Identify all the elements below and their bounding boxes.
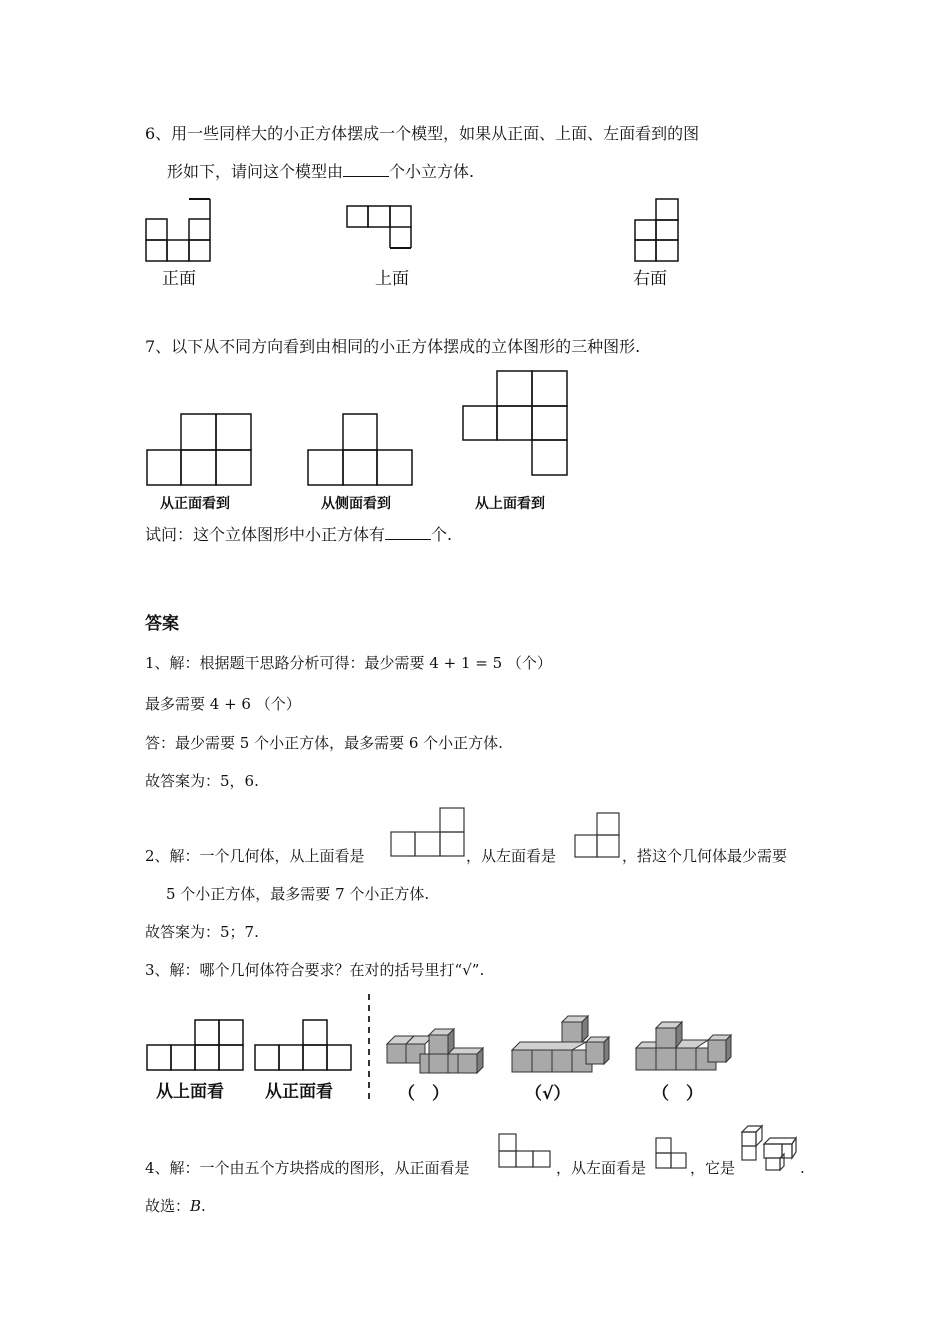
q7-answer-blank	[385, 523, 431, 540]
a1-line2: 最多需要 4 + 6 （个）	[145, 695, 301, 713]
q6-top-view	[346, 205, 416, 251]
a3-paren-3[interactable]: （ ）	[652, 1084, 703, 1104]
q6-line2-pre: 形如下，请问这个模型由	[167, 162, 344, 181]
a4-line2-end: .	[201, 1197, 206, 1215]
q7-label-side: 从侧面看到	[321, 496, 391, 512]
q7-front-view	[146, 413, 254, 487]
q7-side-view	[307, 413, 415, 487]
a3-option1-blocks	[385, 1014, 483, 1076]
q6-front-view	[145, 198, 215, 264]
a3-front-view-figure	[254, 1019, 354, 1073]
q6-line1: 6、用一些同样大的小正方体摆成一个模型，如果从正面、上面、左面看到的图	[145, 124, 700, 143]
a3-paren-2[interactable]: （√）	[525, 1084, 571, 1104]
q6-answer-blank	[343, 160, 389, 177]
a3-option3-blocks	[634, 1018, 734, 1078]
a4-line2	[145, 1196, 206, 1216]
answers-heading: 答案	[145, 614, 179, 634]
a3-option2-blocks	[510, 1014, 610, 1076]
q7-label-top: 从上面看到	[475, 496, 545, 512]
a4-left-view-figure	[655, 1137, 689, 1169]
q7-label-front: 从正面看到	[160, 496, 230, 512]
a4-post: ，它是	[690, 1159, 736, 1177]
a4-line2-answer: B	[190, 1197, 202, 1215]
a4-end: .	[800, 1159, 805, 1177]
a1-line4: 故答案为：5，6.	[145, 772, 259, 790]
a3-line1: 3、解：哪个几何体符合要求？在对的括号里打“√”.	[145, 961, 485, 979]
q7-question-post: 个.	[431, 525, 453, 544]
q6-label-front: 正面	[162, 269, 196, 289]
a3-label-top: 从上面看	[156, 1082, 224, 1102]
a2-left-view-figure	[574, 812, 622, 858]
a2-mid: ，从左面看是	[466, 847, 557, 865]
a3-top-view-figure	[146, 1019, 248, 1073]
a2-line3: 故答案为：5；7.	[145, 923, 259, 941]
q6-label-top: 上面	[375, 269, 409, 289]
a2-top-view-figure	[390, 807, 466, 857]
a2-line2: 5 个小正方体，最多需要 7 个小正方体.	[166, 885, 430, 903]
a4-solid-figure	[738, 1120, 800, 1172]
q7-question-pre: 试问：这个立体图形中小正方体有	[145, 525, 386, 544]
a2-post: ，搭这个几何体最少需要	[622, 847, 788, 865]
q6-line2	[167, 160, 474, 182]
a3-label-front: 从正面看	[265, 1082, 333, 1102]
a3-dashed-divider	[367, 994, 371, 1102]
a1-line3: 答：最少需要 5 个小正方体，最多需要 6 个小正方体.	[145, 734, 503, 752]
a4-line2-pre: 故选：	[145, 1197, 191, 1215]
a4-pre: 4、解：一个由五个方块搭成的图形，从正面看是	[145, 1159, 470, 1177]
a4-front-view-figure	[498, 1133, 554, 1169]
a4-mid: ，从左面看是	[556, 1159, 647, 1177]
a2-pre: 2、解：一个几何体，从上面看是	[145, 847, 365, 865]
a1-line1: 1、解：根据题干思路分析可得：最少需要 4 + 1 = 5 （个）	[145, 654, 552, 672]
q7-line1: 7、以下从不同方向看到由相同的小正方体摆成的立体图形的三种图形.	[145, 337, 641, 356]
a3-paren-1[interactable]: （ ）	[398, 1084, 449, 1104]
q6-label-right: 右面	[633, 269, 667, 289]
q6-right-view	[634, 198, 682, 264]
q6-line2-post: 个小立方体.	[389, 162, 475, 181]
q7-question	[145, 523, 452, 545]
q7-top-view	[462, 370, 570, 478]
